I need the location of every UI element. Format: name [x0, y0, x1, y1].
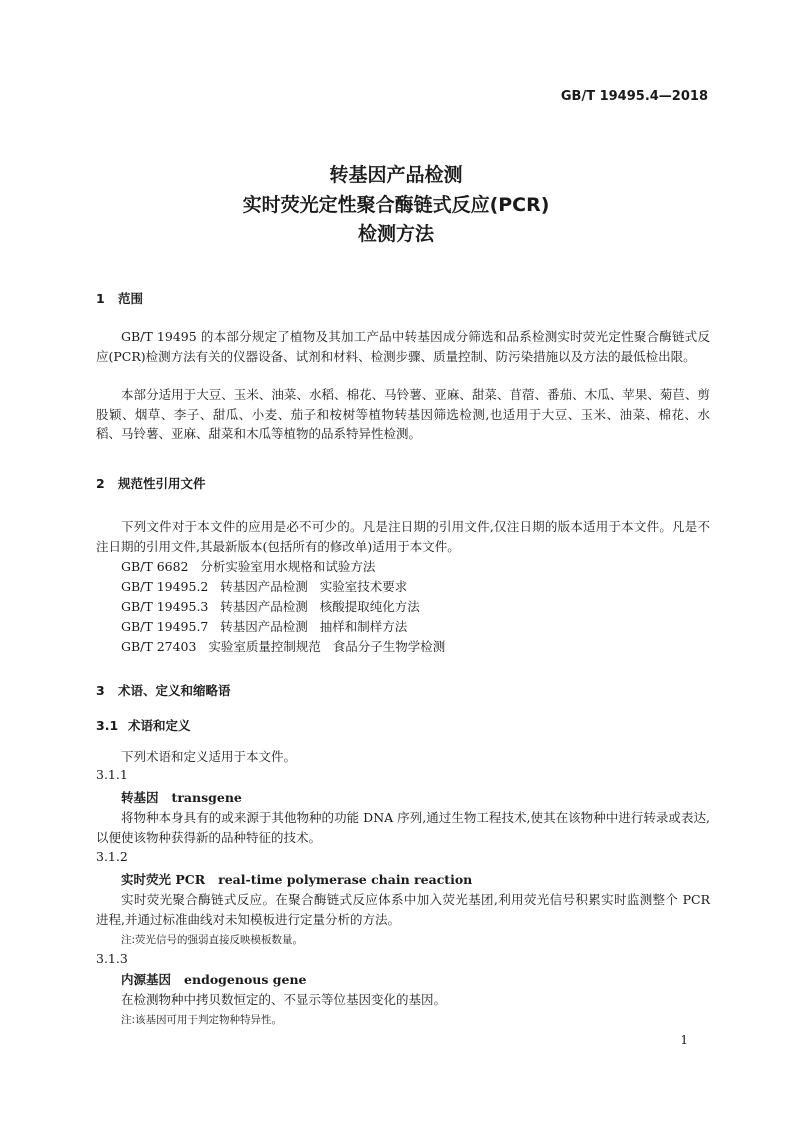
section-title: 范围 [118, 291, 144, 306]
term-title: 实时荧光 PCR real-time polymerase chain reaction [121, 872, 473, 887]
term-definition: 实时荧光聚合酶链式反应。在聚合酶链式反应体系中加入荧光基团,利用荧光信号积累实时监测整个 PCR 进程,并通过标准曲线对未知模板进行定量分析的方法。 [96, 892, 710, 927]
term-note: 注:该基因可用于判定物种特异性。 [121, 1014, 283, 1026]
reference-item: GB/T 19495.3 转基因产品检测 核酸提取纯化方法 [121, 599, 420, 614]
term-number: 3.1.1 [96, 767, 128, 782]
section-number: 1 [96, 291, 105, 306]
section-2-paragraph: 下列文件对于本文件的应用是必不可少的。凡是注日期的引用文件,仅注日期的版本适用于本文件。凡是不注日期的引用文件,其最新版本(包括所有的修改单)适用于本文件。 [96, 519, 710, 554]
term-number: 3.1.3 [96, 951, 128, 966]
reference-item: GB/T 6682 分析实验室用水规格和试验方法 [121, 559, 376, 574]
title-line-1: 转基因产品检测 [329, 164, 463, 186]
section-1-paragraph-1: GB/T 19495 的本部分规定了植物及其加工产品中转基因成分筛选和品系检测实时荧光定性聚合酶链式反应(PCR)检测方法有关的仪器设备、试剂和材料、检测步骤、质量控制、防污染措施以及方法的最低检出限。 [96, 329, 710, 364]
section-title: 规范性引用文件 [118, 476, 206, 491]
title-line-3: 检测方法 [357, 223, 434, 245]
term-definition: 将物种本身具有的或来源于其他物种的功能 DNA 序列,通过生物工程技术,使其在该物种中进行转录或表达,以便使该物种获得新的品种特征的技术。 [96, 810, 710, 845]
subsection-number: 3.1 [96, 718, 119, 733]
page-number: 1 [680, 1033, 688, 1047]
subsection-3-1-heading [96, 716, 191, 734]
section-1-paragraph-2: 本部分适用于大豆、玉米、油菜、水稻、棉花、马铃薯、亚麻、甜菜、苜蓿、番茄、木瓜、苹果、菊苣、剪股颖、烟草、李子、甜瓜、小麦、茄子和桉树等植物转基因筛选检测,也适用于大豆、玉米、油菜、棉花、水稻、马铃薯、亚麻、甜菜和木瓜等植物的品系特异性检测。 [96, 387, 710, 441]
reference-item: GB/T 19495.7 转基因产品检测 抽样和制样方法 [121, 619, 408, 634]
section-number: 3 [96, 683, 105, 698]
section-3-heading [96, 681, 231, 699]
term-note: 注:荧光信号的强弱直接反映模板数量。 [121, 934, 304, 946]
reference-item: GB/T 27403 实验室质量控制规范 食品分子生物学检测 [121, 639, 446, 654]
section-2-heading [96, 474, 206, 492]
section-1-heading [96, 289, 143, 307]
section-title: 术语、定义和缩略语 [118, 683, 231, 698]
subsection-title: 术语和定义 [128, 718, 191, 733]
standard-code: GB/T 19495.4—2018 [560, 89, 708, 104]
reference-item: GB/T 19495.2 转基因产品检测 实验室技术要求 [121, 579, 408, 594]
term-title: 内源基因 endogenous gene [121, 972, 307, 987]
section-number: 2 [96, 476, 105, 491]
title-line-2: 实时荧光定性聚合酶链式反应(PCR) [242, 194, 550, 216]
term-definition: 在检测物种中拷贝数恒定的、不显示等位基因变化的基因。 [121, 992, 447, 1007]
terms-intro: 下列术语和定义适用于本文件。 [121, 749, 297, 764]
term-title: 转基因 transgene [121, 790, 242, 805]
term-number: 3.1.2 [96, 849, 128, 864]
